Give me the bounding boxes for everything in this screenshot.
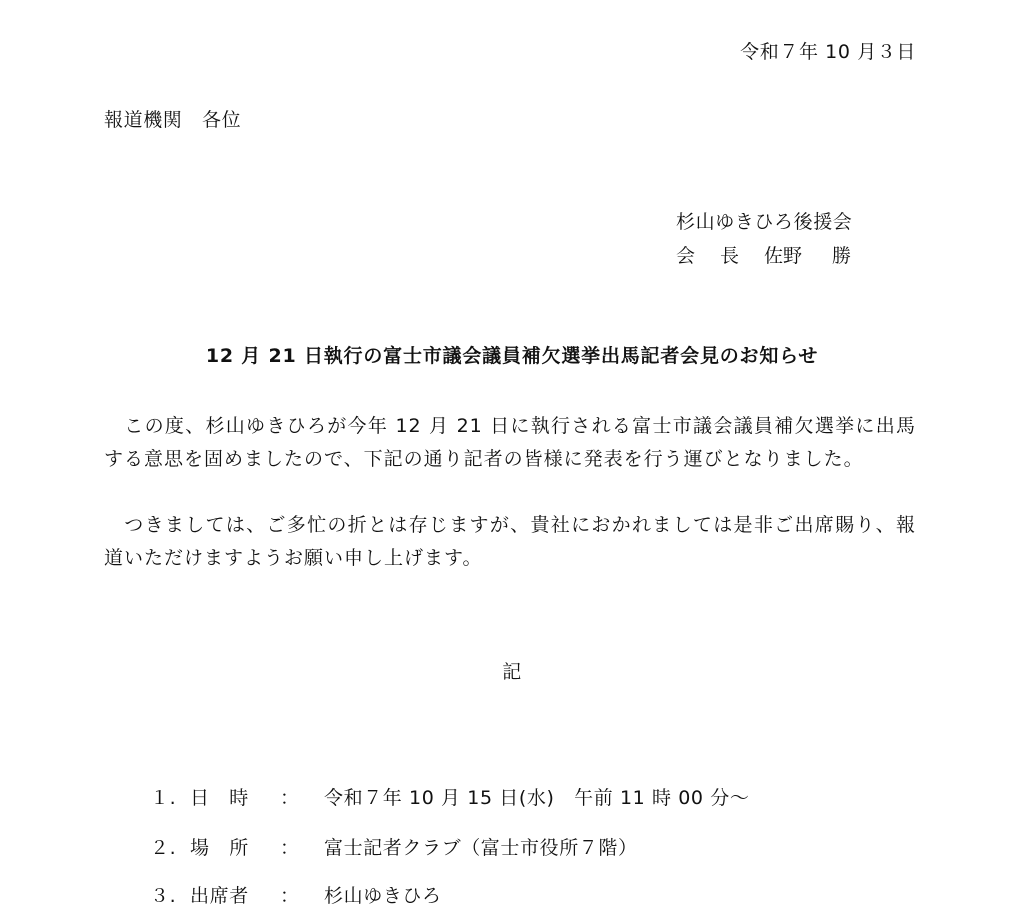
chair-char-2: 長	[720, 245, 740, 267]
item-attendee	[150, 884, 442, 908]
ki-heading: 記	[502, 661, 522, 683]
sender-chair	[676, 244, 884, 268]
item-number: ２.	[150, 837, 177, 859]
item-number: ３.	[150, 885, 177, 907]
item-colon: ：	[280, 885, 300, 907]
recipient-line: 報道機関 各位	[104, 109, 242, 131]
item-datetime	[150, 786, 749, 810]
item-colon: ：	[280, 837, 300, 859]
item-value: 富士記者クラブ（富士市役所７階）	[324, 837, 638, 859]
document-title: 12 月 21 日執行の富士市議会議員補欠選挙出馬記者会見のお知らせ	[205, 345, 819, 367]
item-colon: ：	[280, 787, 300, 809]
chair-char-1: 会	[676, 245, 696, 267]
chair-char-4: 勝	[832, 245, 852, 267]
item-value: 令和７年 10 月 15 日(水) 午前 11 時 00 分～	[324, 787, 750, 809]
item-label: 日 時	[190, 787, 249, 809]
item-location	[150, 836, 638, 860]
body-paragraph-2: つきましては、ご多忙の折とは存じますが、貴社におかれましては是非ご出席賜り、報道いただけますようお願い申し上げます。	[104, 514, 916, 569]
document-date: 令和７年 10 月３日	[740, 41, 916, 63]
body-paragraph-1: この度、杉山ゆきひろが今年 12 月 21 日に執行される富士市議会議員補欠選挙に出馬する意思を固めましたので、下記の通り記者の皆様に発表を行う運びとなりました。	[104, 415, 916, 470]
item-number: １.	[150, 787, 177, 809]
chair-char-3: 佐野	[764, 245, 803, 267]
sender-organization: 杉山ゆきひろ後援会	[676, 211, 853, 233]
item-value: 杉山ゆきひろ	[324, 885, 442, 907]
item-label: 出席者	[190, 885, 249, 907]
item-label: 場 所	[190, 837, 249, 859]
